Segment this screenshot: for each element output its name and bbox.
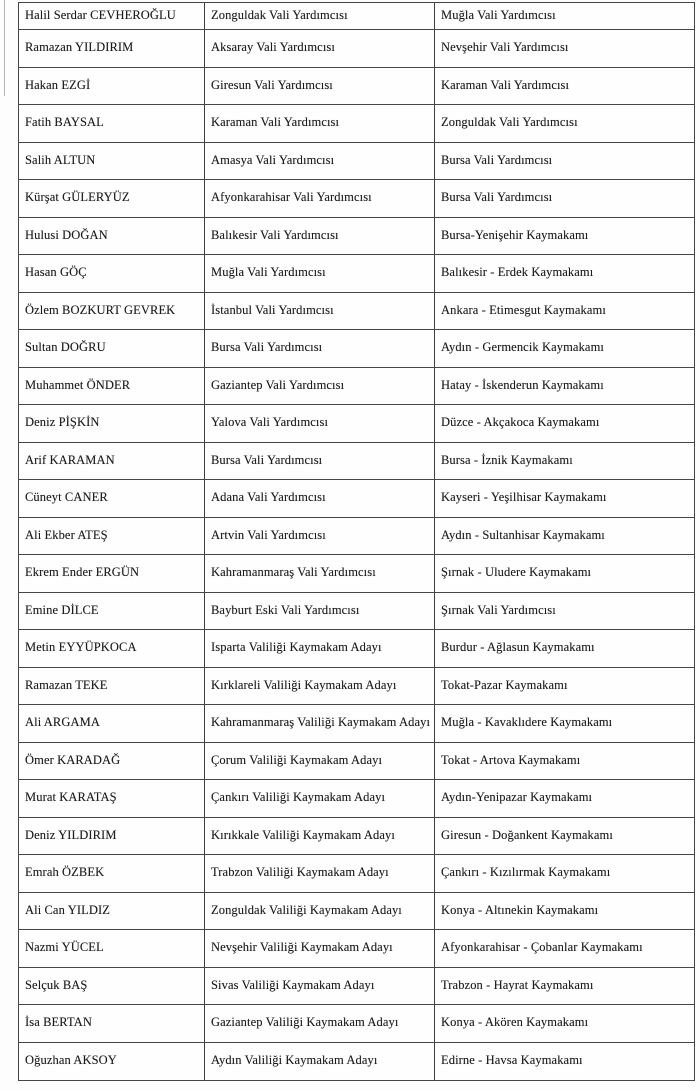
- current-position: Karaman Vali Yardımcısı: [205, 105, 435, 142]
- current-position: Amasya Vali Yardımcısı: [205, 143, 435, 180]
- table-row: [19, 443, 694, 481]
- new-position: Tokat-Pazar Kaymakamı: [441, 677, 568, 692]
- new-position: Zonguldak Vali Yardımcısı: [441, 115, 578, 130]
- person-name: Arif KARAMAN: [19, 443, 205, 480]
- table-row: [19, 3, 694, 30]
- current-position: Kırklareli Valiliği Kaymakam Adayı: [205, 668, 435, 705]
- person-name: Selçuk BAŞ: [19, 968, 205, 1005]
- table-row: [19, 30, 694, 68]
- current-position: Artvin Vali Yardımcısı: [205, 518, 435, 555]
- person-name: İsa BERTAN: [19, 1005, 205, 1042]
- person-name: Kürşat GÜLERYÜZ: [19, 180, 205, 217]
- person-name: Ömer KARADAĞ: [19, 743, 205, 780]
- new-position: Edirne - Havsa Kaymakamı: [441, 1053, 583, 1068]
- new-position: Muğla Vali Yardımcısı: [441, 8, 556, 23]
- current-position: Bursa Vali Yardımcısı: [205, 443, 435, 480]
- table-row: [19, 143, 694, 181]
- table-row: [19, 705, 694, 743]
- person-name: Ali Ekber ATEŞ: [19, 518, 205, 555]
- person-name: Ramazan YILDIRIM: [19, 30, 205, 67]
- table-row: [19, 480, 694, 518]
- table-row: [19, 743, 694, 781]
- new-position: Aydın-Yenipazar Kaymakamı: [441, 790, 593, 805]
- person-name: Salih ALTUN: [19, 143, 205, 180]
- current-position: Çorum Valiliği Kaymakam Adayı: [205, 743, 435, 780]
- table-row: [19, 855, 694, 893]
- current-position: Gaziantep Vali Yardımcısı: [205, 368, 435, 405]
- table-row: [19, 893, 694, 931]
- table-row: [19, 930, 694, 968]
- current-position: Gaziantep Valiliği Kaymakam Adayı: [205, 1005, 435, 1042]
- current-position: Bayburt Eski Vali Yardımcısı: [205, 593, 435, 630]
- new-position: Burdur - Ağlasun Kaymakamı: [441, 640, 595, 655]
- new-position: Bursa Vali Yardımcısı: [441, 190, 553, 205]
- current-position: Aksaray Vali Yardımcısı: [205, 30, 435, 67]
- person-name: Cüneyt CANER: [19, 480, 205, 517]
- person-name: Deniz YILDIRIM: [19, 818, 205, 855]
- table-row: [19, 1005, 694, 1043]
- table-row: [19, 630, 694, 668]
- person-name: Hakan EZGİ: [19, 68, 205, 105]
- current-position: Zonguldak Valiliği Kaymakam Adayı: [205, 893, 435, 930]
- person-name: Emrah ÖZBEK: [19, 855, 205, 892]
- current-position: Giresun Vali Yardımcısı: [205, 68, 435, 105]
- current-position: Balıkesir Vali Yardımcısı: [205, 218, 435, 255]
- person-name: Murat KARATAŞ: [19, 780, 205, 817]
- table-row: [19, 180, 694, 218]
- current-position: Aydın Valiliği Kaymakam Adayı: [205, 1043, 435, 1081]
- person-name: Sultan DOĞRU: [19, 330, 205, 367]
- person-name: Hulusi DOĞAN: [19, 218, 205, 255]
- table-row: [19, 818, 694, 856]
- new-position: Bursa-Yenişehir Kaymakamı: [441, 227, 589, 242]
- new-position: Konya - Altınekin Kaymakamı: [441, 902, 599, 917]
- new-position: Nevşehir Vali Yardımcısı: [441, 40, 569, 55]
- person-name: Fatih BAYSAL: [19, 105, 205, 142]
- table-row: [19, 218, 694, 256]
- current-position: Sivas Valiliği Kaymakam Adayı: [205, 968, 435, 1005]
- person-name: Deniz PİŞKİN: [19, 405, 205, 442]
- current-position: Muğla Vali Yardımcısı: [205, 255, 435, 292]
- current-position: Nevşehir Valiliği Kaymakam Adayı: [205, 930, 435, 967]
- current-position: Isparta Valiliği Kaymakam Adayı: [205, 630, 435, 667]
- person-name: Ekrem Ender ERGÜN: [19, 555, 205, 592]
- person-name: Özlem BOZKURT GEVREK: [19, 293, 205, 330]
- table-row: [19, 968, 694, 1006]
- new-position: Bursa - İznik Kaymakamı: [441, 452, 573, 467]
- person-name: Ali Can YILDIZ: [19, 893, 205, 930]
- current-position: Kahramanmaraş Valiliği Kaymakam Adayı: [205, 705, 435, 742]
- table-row: [19, 293, 694, 331]
- current-position: Afyonkarahisar Vali Yardımcısı: [205, 180, 435, 217]
- table-row: [19, 1043, 694, 1081]
- new-position: Şırnak - Uludere Kaymakamı: [441, 565, 592, 580]
- table-row: [19, 780, 694, 818]
- new-position: Ankara - Etimesgut Kaymakamı: [441, 302, 606, 317]
- person-name: Ramazan TEKE: [19, 668, 205, 705]
- current-position: İstanbul Vali Yardımcısı: [205, 293, 435, 330]
- current-position: Kırıkkale Valiliği Kaymakam Adayı: [205, 818, 435, 855]
- current-position: Yalova Vali Yardımcısı: [205, 405, 435, 442]
- new-position: Balıkesir - Erdek Kaymakamı: [441, 265, 594, 280]
- new-position: Muğla - Kavaklıdere Kaymakamı: [441, 715, 613, 730]
- new-position: Afyonkarahisar - Çobanlar Kaymakamı: [441, 940, 643, 955]
- new-position: Karaman Vali Yardımcısı: [441, 77, 570, 92]
- new-position: Giresun - Doğankent Kaymakamı: [441, 827, 613, 842]
- current-position: Kahramanmaraş Vali Yardımcısı: [205, 555, 435, 592]
- table-row: [19, 518, 694, 556]
- table-row: [19, 593, 694, 631]
- current-position: Adana Vali Yardımcısı: [205, 480, 435, 517]
- new-position: Bursa Vali Yardımcısı: [441, 152, 553, 167]
- table-row: [19, 330, 694, 368]
- person-name: Nazmi YÜCEL: [19, 930, 205, 967]
- table-row: [19, 255, 694, 293]
- person-name: Ali ARGAMA: [19, 705, 205, 742]
- table-row: [19, 368, 694, 406]
- new-position: Şırnak Vali Yardımcısı: [441, 602, 556, 617]
- new-position: Düzce - Akçakoca Kaymakamı: [441, 415, 600, 430]
- new-position: Kayseri - Yeşilhisar Kaymakamı: [441, 490, 607, 505]
- person-name: Oğuzhan AKSOY: [19, 1043, 205, 1081]
- appointments-table: [18, 2, 695, 1081]
- table-row: [19, 668, 694, 706]
- table-row: [19, 105, 694, 143]
- table-row: [19, 405, 694, 443]
- person-name: Emine DİLCE: [19, 593, 205, 630]
- new-position: Trabzon - Hayrat Kaymakamı: [441, 977, 594, 992]
- person-name: Hasan GÖÇ: [19, 255, 205, 292]
- new-position: Tokat - Artova Kaymakamı: [441, 752, 581, 767]
- new-position: Hatay - İskenderun Kaymakamı: [441, 377, 604, 392]
- table-row: [19, 68, 694, 106]
- person-name: Muhammet ÖNDER: [19, 368, 205, 405]
- scan-artifact-line: [4, 0, 5, 96]
- new-position: Çankırı - Kızılırmak Kaymakamı: [441, 865, 611, 880]
- person-name: Halil Serdar CEVHEROĞLU: [19, 3, 205, 29]
- new-position: Aydın - Sultanhisar Kaymakamı: [441, 527, 605, 542]
- person-name: Metin EYYÜPKOCA: [19, 630, 205, 667]
- current-position: Bursa Vali Yardımcısı: [205, 330, 435, 367]
- current-position: Zonguldak Vali Yardımcısı: [205, 3, 435, 29]
- new-position: Aydın - Germencik Kaymakamı: [441, 340, 604, 355]
- current-position: Trabzon Valiliği Kaymakam Adayı: [205, 855, 435, 892]
- table-row: [19, 555, 694, 593]
- current-position: Çankırı Valiliği Kaymakam Adayı: [205, 780, 435, 817]
- new-position: Konya - Akören Kaymakamı: [441, 1015, 589, 1030]
